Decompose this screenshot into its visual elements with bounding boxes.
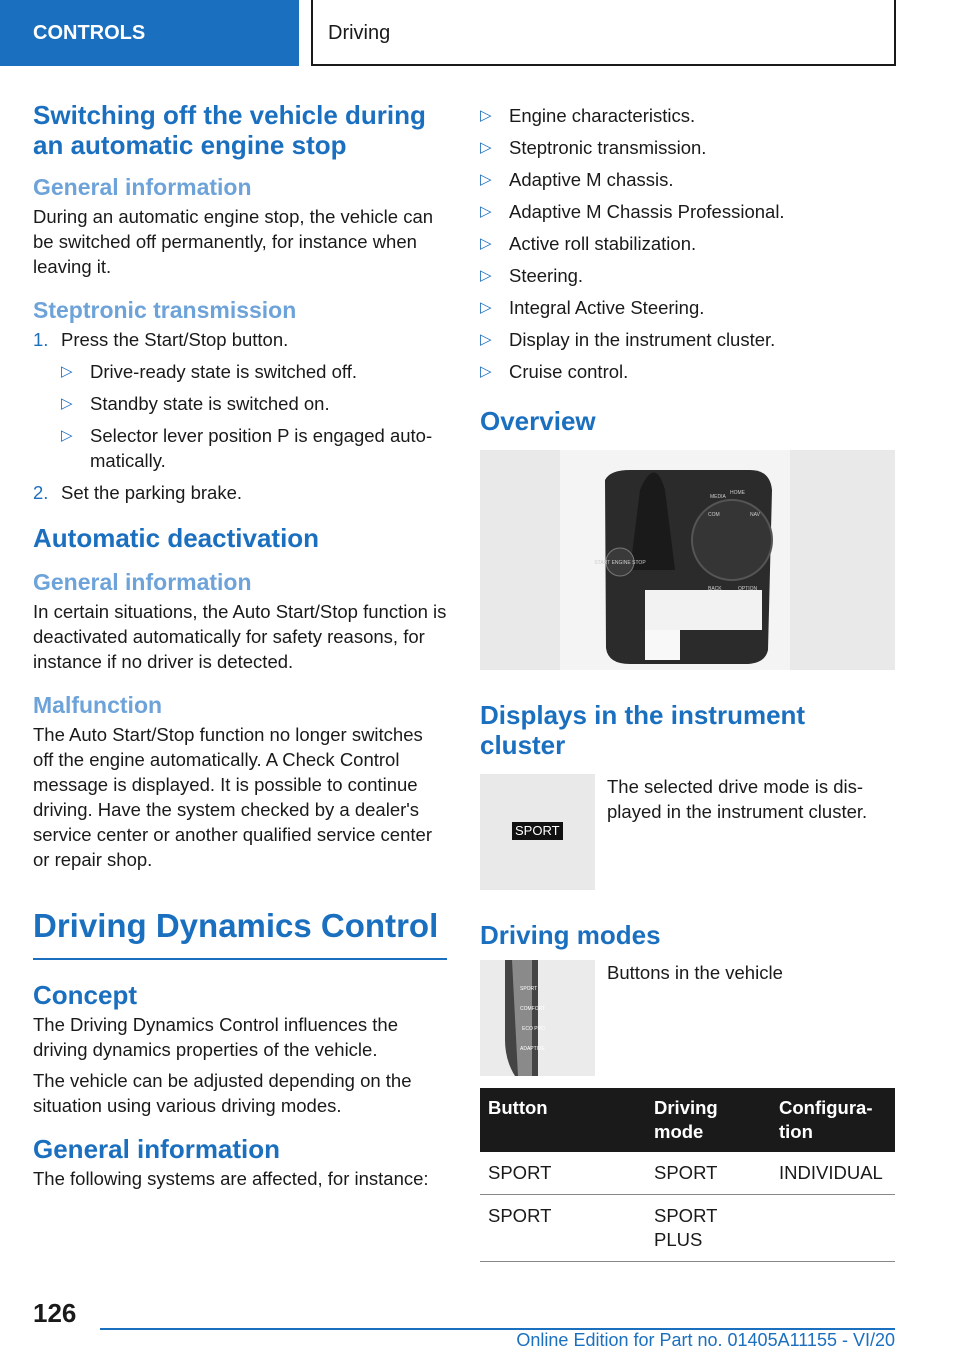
heading-overview: Overview [480, 406, 596, 436]
system-item [480, 167, 895, 192]
paragraph-general-info-1: During an automatic engine stop, the vehicle can be switched off permanently, for instance when leaving it. [33, 206, 434, 277]
heading-driving-modes: Driving modes [480, 920, 661, 950]
bullet-triangle-icon: ▷ [480, 299, 492, 316]
sport-display-image [480, 774, 595, 890]
bullet-triangle-icon: ▷ [480, 107, 492, 124]
bullet-triangle-icon: ▷ [480, 363, 492, 380]
table-header-row [480, 1088, 895, 1152]
table-header-driving-mode: Driving mode [646, 1088, 771, 1152]
step-1 [33, 327, 447, 352]
mode-buttons-image [480, 960, 595, 1076]
heading-switching-off: Switching off the vehicle during an automatic engine stop [33, 100, 426, 160]
table-header-configuration: Configura-tion [771, 1088, 895, 1152]
step-text: Set the parking brake. [61, 482, 242, 503]
bullet-triangle-icon: ▷ [480, 203, 492, 220]
step-2 [33, 480, 447, 505]
table-cell [771, 1195, 895, 1262]
mode-sport-label: SPORT [520, 986, 538, 992]
step-text: Press the Start/Stop button. [61, 329, 289, 350]
table-row [480, 1152, 895, 1195]
substep-text: Drive-ready state is switched off. [90, 361, 357, 382]
driving-modes-table [480, 1088, 895, 1262]
left-column [33, 100, 447, 1203]
center-console-image [480, 450, 895, 670]
system-item [480, 295, 895, 320]
heading-general-info-1: General information [33, 174, 252, 200]
heading-malfunction: Malfunction [33, 692, 163, 718]
system-item [480, 359, 895, 384]
table-cell: SPORT [480, 1152, 646, 1195]
system-text: Cruise control. [509, 361, 629, 382]
system-item [480, 327, 895, 352]
substep-text: Standby state is switched on. [90, 393, 330, 414]
system-item [480, 263, 895, 288]
section-tab: CONTROLS [0, 0, 299, 66]
substep-1 [33, 359, 447, 384]
paragraph-modes: Buttons in the vehicle [607, 962, 783, 983]
system-text: Active roll stabilization. [509, 233, 697, 254]
home-label: HOME [730, 490, 745, 496]
footer-edition: Online Edition for Part no. 01405A11155 - VI/20 [516, 1330, 895, 1350]
right-column [480, 103, 895, 1262]
substep-2 [33, 391, 447, 416]
system-item [480, 135, 895, 160]
nav-label: NAV [750, 512, 760, 518]
bullet-triangle-icon: ▷ [61, 395, 73, 412]
substep-3 [33, 423, 447, 473]
start-stop-label: START ENGINE STOP [594, 560, 646, 566]
table-header-button: Button [480, 1088, 646, 1152]
mode-buttons-drawing [480, 960, 595, 1076]
table-cell: SPORT [646, 1152, 771, 1195]
table-cell: SPORT PLUS [646, 1195, 771, 1262]
heading-general-info-2: General information [33, 569, 252, 595]
system-text: Steering. [509, 265, 584, 286]
heading-driving-dynamics-control: Driving Dynamics Control [33, 906, 447, 960]
mode-adaptive-label: ADAPTIVE [520, 1046, 545, 1052]
system-text: Adaptive M chassis. [509, 169, 674, 190]
page-number: 126 [33, 1298, 77, 1328]
sport-badge: SPORT [512, 822, 563, 840]
center-console-drawing [480, 450, 895, 670]
table-cell: SPORT [480, 1195, 646, 1262]
system-text: Engine characteristics. [509, 105, 696, 126]
heading-steptronic: Steptronic transmission [33, 297, 297, 323]
display-block [480, 774, 895, 890]
system-text: Steptronic transmission. [509, 137, 707, 158]
chapter-tab: Driving [311, 0, 896, 66]
mode-ecopro-label: ECO PRO [522, 1026, 546, 1032]
heading-concept: Concept [33, 980, 137, 1010]
system-text: Adaptive M Chassis Professional. [509, 201, 785, 222]
modes-block [480, 960, 895, 1076]
system-text: Integral Active Steering. [509, 297, 705, 318]
com-label: COM [708, 512, 720, 518]
step-number: 2. [33, 482, 49, 503]
paragraph-displays: The selected drive mode is dis-played in the instrument cluster. [607, 776, 868, 822]
system-item [480, 103, 895, 128]
bullet-triangle-icon: ▷ [61, 363, 73, 380]
bullet-triangle-icon: ▷ [480, 267, 492, 284]
bullet-triangle-icon: ▷ [61, 427, 73, 444]
back-label: BACK [708, 586, 722, 592]
paragraph-concept-2: The vehicle can be adjusted depending on the situation using various driving modes. [33, 1070, 412, 1116]
substep-text: Selector lever position P is engaged auto-matically. [90, 425, 433, 471]
system-item [480, 199, 895, 224]
step-number: 1. [33, 329, 49, 350]
mode-comfort-label: COMFORT [520, 1006, 546, 1012]
bullet-triangle-icon: ▷ [480, 235, 492, 252]
paragraph-concept-1: The Driving Dynamics Control influences the driving dynamics properties of the vehicle. [33, 1014, 399, 1060]
heading-general-info-3: General information [33, 1134, 281, 1164]
paragraph-malfunction: The Auto Start/Stop function no longer switches off the engine automatically. A Check Control message is displayed. It is possible to continue driving. Have the system checked by a dealer's service center or another qualified service center or repair shop. [33, 724, 432, 870]
system-item [480, 231, 895, 256]
table-cell: INDIVIDUAL [771, 1152, 895, 1195]
bullet-triangle-icon: ▷ [480, 139, 492, 156]
heading-automatic-deactivation: Automatic deactivation [33, 523, 320, 553]
bullet-triangle-icon: ▷ [480, 331, 492, 348]
bullet-triangle-icon: ▷ [480, 171, 492, 188]
heading-displays-instrument-cluster: Displays in the instrument cluster [480, 700, 806, 760]
paragraph-general-info-2: In certain situations, the Auto Start/Stop function is deactivated automatically for safety reasons, for instance if no driver is detected. [33, 601, 447, 672]
table-row [480, 1195, 895, 1262]
option-label: OPTION [738, 586, 758, 592]
media-label: MEDIA [710, 494, 726, 500]
system-text: Display in the instrument cluster. [509, 329, 776, 350]
paragraph-general-info-3: The following systems are affected, for instance: [33, 1168, 429, 1189]
